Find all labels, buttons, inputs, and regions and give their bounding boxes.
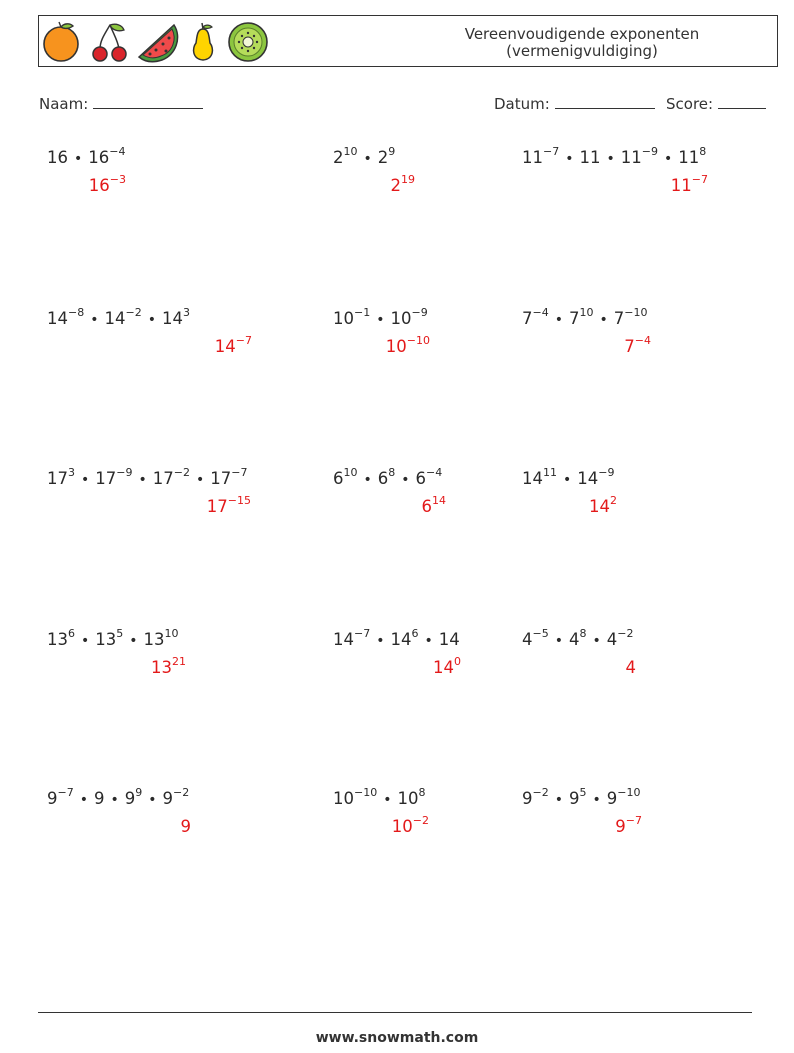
name-label: Naam: [39,95,89,113]
problem-expression [522,305,648,328]
term-exponent: −4 [532,305,549,319]
power-term [333,305,371,328]
term-exponent: 14 [432,493,446,507]
answer [88,172,126,195]
term-exponent: 10 [164,626,179,640]
multiply-dot: • [81,472,90,488]
term-base: 14 [438,630,460,649]
answer [385,333,430,356]
power-term [390,172,416,195]
term-exponent: 21 [172,654,186,668]
power-term [421,493,447,516]
orange-icon [42,21,82,63]
term-exponent: 8 [699,144,707,158]
power-term [626,658,637,677]
kiwi-icon [226,21,270,63]
term-base: 13 [143,630,165,649]
term-base: 17 [206,497,228,516]
power-term [206,493,251,516]
term-base: 16 [88,148,110,167]
answer [433,654,461,677]
power-term [613,305,648,328]
term-base: 14 [333,630,354,649]
term-base: 6 [421,497,432,516]
term-exponent: −7 [543,144,560,158]
answer [214,333,252,356]
problem-expression [47,785,190,808]
term-base: 10 [391,817,413,836]
answer [615,813,642,836]
footer-url: www.snowmath.com [315,1030,479,1046]
term-base: 14 [390,630,412,649]
power-term [415,465,443,488]
power-term [88,172,126,195]
term-exponent: −2 [532,785,549,799]
answer [181,817,192,836]
power-term [522,144,560,167]
term-exponent: −3 [109,172,126,186]
answer [391,813,429,836]
power-term [589,493,617,516]
term-base: 11 [522,148,543,167]
problem-expression [333,144,396,167]
term-base: 13 [151,658,172,677]
term-exponent: −7 [354,626,371,640]
term-exponent: −15 [227,493,251,507]
power-term [333,626,371,649]
term-exponent: 6 [68,626,75,640]
title-line-2: (vermenigvuldiging) [506,42,658,60]
power-term [522,305,549,328]
term-exponent: −4 [426,465,443,479]
fruit-icons [42,19,278,65]
term-base: 9 [568,789,580,808]
term-base: 7 [624,337,635,356]
term-base: 16 [88,176,110,195]
multiply-dot: • [81,633,90,649]
power-term [522,465,557,488]
name-line[interactable] [93,94,203,109]
term-base: 4 [625,658,636,677]
term-base: 2 [377,148,389,167]
power-term [433,654,461,677]
power-term [214,333,252,356]
term-exponent: −10 [624,305,648,319]
power-term [210,465,248,488]
date-line[interactable] [555,94,655,109]
term-exponent: −10 [406,333,430,347]
power-term [568,626,587,649]
problem-expression [522,626,634,649]
power-term [606,785,641,808]
multiply-dot: • [663,151,673,167]
multiply-dot: • [401,472,410,488]
term-base: 10 [390,309,412,328]
term-base: 6 [377,469,389,488]
term-base: 10 [385,337,407,356]
term-exponent: −2 [412,813,429,827]
term-exponent: 9 [135,785,143,799]
term-exponent: −7 [57,785,74,799]
term-base: 14 [577,469,599,488]
power-term [47,626,75,649]
term-base: 10 [397,789,419,808]
multiply-dot: • [74,151,83,167]
term-exponent: −7 [231,465,248,479]
answer [206,493,251,516]
multiply-dot: • [110,792,119,808]
power-term [124,785,143,808]
multiply-dot: • [383,792,392,808]
term-exponent: −2 [173,785,190,799]
term-exponent: 2 [610,493,617,507]
multiply-dot: • [79,792,88,808]
term-base: 10 [333,309,354,328]
term-exponent: 3 [68,465,75,479]
multiply-dot: • [363,472,372,488]
term-exponent: −2 [125,305,142,319]
term-exponent: −9 [116,465,133,479]
multiply-dot: • [129,633,138,649]
power-term [678,144,707,167]
term-base: 6 [415,469,427,488]
term-exponent: −2 [617,626,634,640]
power-term [391,813,429,836]
answer [390,172,416,195]
score-line[interactable] [718,94,766,109]
term-base: 2 [390,176,401,195]
power-term [152,465,190,488]
answer [624,333,651,356]
multiply-dot: • [554,312,563,328]
power-term [615,813,642,836]
power-term [151,654,186,677]
term-base: 9 [615,817,626,836]
term-base: 9 [47,789,58,808]
power-term [390,305,428,328]
power-term [670,172,708,195]
power-term [385,333,430,356]
term-base: 14 [104,309,126,328]
term-exponent: 0 [454,654,461,668]
term-exponent: 8 [388,465,396,479]
term-base: 11 [579,148,601,167]
power-term [95,626,124,649]
term-exponent: −9 [641,144,658,158]
term-exponent: −4 [109,144,126,158]
term-base: 17 [152,469,174,488]
term-base: 14 [522,469,543,488]
worksheet-title [452,26,712,60]
power-term [577,465,615,488]
power-term [104,305,142,328]
term-exponent: −5 [532,626,549,640]
power-term [333,785,378,808]
term-exponent: 10 [343,465,358,479]
term-base: 4 [522,630,533,649]
term-base: 14 [161,309,183,328]
answer [589,493,617,516]
power-term [397,785,426,808]
term-base: 10 [333,789,354,808]
problem-expression [522,785,641,808]
term-base: 7 [613,309,625,328]
term-base: 17 [210,469,232,488]
multiply-dot: • [563,472,572,488]
power-term [439,630,460,649]
cherry-icon [90,21,128,63]
footer-divider [38,1012,752,1013]
term-base: 9 [162,789,174,808]
power-term [522,785,549,808]
problem-expression [333,626,460,649]
term-base: 2 [333,148,344,167]
power-term [47,785,74,808]
problem-expression [333,465,443,488]
problem-expression [333,785,426,808]
term-base: 4 [606,630,618,649]
term-base: 17 [47,469,68,488]
problem-expression [522,144,707,167]
multiply-dot: • [606,151,615,167]
term-exponent: −7 [691,172,708,186]
term-exponent: 10 [343,144,358,158]
term-exponent: −10 [354,785,378,799]
term-exponent: −9 [411,305,428,319]
term-base: 14 [214,337,236,356]
term-exponent: 8 [579,626,587,640]
multiply-dot: • [376,312,385,328]
answer [626,658,637,677]
problem-expression [522,465,615,488]
term-base: 9 [124,789,136,808]
multiply-dot: • [195,472,205,488]
power-term [333,465,358,488]
term-base: 11 [678,148,700,167]
power-term [390,626,419,649]
term-exponent: −2 [173,465,190,479]
power-term [377,465,396,488]
date-label: Datum: [494,95,550,113]
power-term [143,626,179,649]
multiply-dot: • [565,151,574,167]
term-base: 13 [95,630,117,649]
title-line-1: Vereenvoudigende exponenten [464,25,700,43]
power-term [568,785,587,808]
problem-expression [333,305,428,328]
term-base: 11 [620,148,642,167]
term-base: 9 [522,789,533,808]
power-term [624,333,651,356]
term-base: 11 [670,176,692,195]
power-term [579,148,600,167]
multiply-dot: • [148,792,157,808]
multiply-dot: • [376,633,385,649]
term-base: 14 [589,497,610,516]
term-exponent: 9 [388,144,396,158]
power-term [333,144,358,167]
term-base: 7 [568,309,580,328]
power-term [95,465,133,488]
power-term [162,785,190,808]
date-field[interactable] [494,94,655,113]
term-exponent: −1 [354,305,371,319]
term-base: 17 [95,469,117,488]
power-term [94,789,105,808]
answer [421,493,447,516]
watermelon-icon [136,21,180,63]
score-field[interactable] [666,94,766,113]
term-base: 14 [47,309,68,328]
power-term [606,626,634,649]
term-exponent: −10 [617,785,641,799]
problem-expression [47,305,190,328]
term-exponent: 11 [543,465,557,479]
score-label: Score: [666,95,714,113]
worksheet-header [38,15,778,67]
multiply-dot: • [90,312,99,328]
term-exponent: −4 [634,333,651,347]
problem-expression [47,626,179,649]
term-exponent: 8 [418,785,426,799]
multiply-dot: • [554,792,563,808]
name-field[interactable] [39,94,203,113]
term-base: 13 [47,630,68,649]
multiply-dot: • [138,472,147,488]
term-exponent: 3 [182,305,190,319]
problem-expression [47,144,126,167]
multiply-dot: • [599,312,608,328]
term-exponent: 6 [411,626,419,640]
term-base: 4 [568,630,580,649]
multiply-dot: • [554,633,563,649]
power-term [568,305,594,328]
term-exponent: 19 [401,172,415,186]
power-term [88,144,126,167]
term-base: 16 [47,148,68,167]
power-term [47,148,68,167]
power-term [522,626,549,649]
term-exponent: −8 [68,305,85,319]
power-term [620,144,658,167]
term-exponent: −7 [235,333,252,347]
power-term [377,144,396,167]
pear-icon [188,21,218,63]
power-term [47,465,75,488]
term-exponent: 5 [116,626,124,640]
problem-expression [47,465,248,488]
term-exponent: 10 [579,305,594,319]
power-term [181,817,192,836]
power-term [161,305,190,328]
answer [670,172,708,195]
multiply-dot: • [363,151,372,167]
term-base: 9 [180,817,191,836]
term-base: 14 [433,658,454,677]
multiply-dot: • [424,633,433,649]
term-base: 6 [333,469,344,488]
answer [151,654,186,677]
multiply-dot: • [592,633,601,649]
term-base: 9 [93,789,105,808]
term-base: 7 [522,309,533,328]
multiply-dot: • [147,312,156,328]
term-exponent: −9 [598,465,615,479]
term-exponent: −7 [625,813,642,827]
multiply-dot: • [592,792,601,808]
power-term [47,305,85,328]
term-base: 9 [606,789,618,808]
term-exponent: 5 [579,785,587,799]
